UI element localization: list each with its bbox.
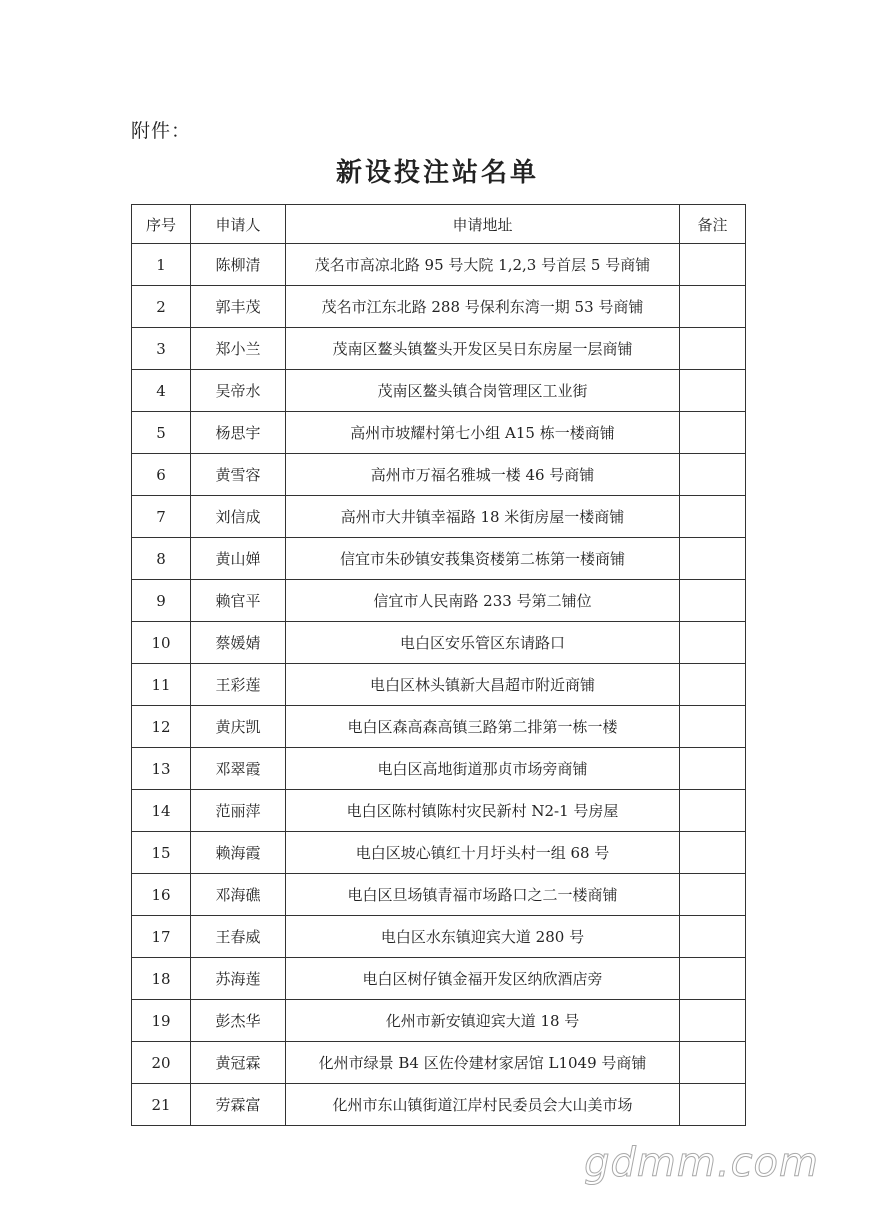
watermark: gdmm.com [584,1140,819,1186]
table-row [132,706,746,748]
table-row [132,916,746,958]
cell-applicant: 范丽萍 [191,790,286,832]
cell-remarks [680,370,746,412]
table-row [132,748,746,790]
cell-remarks [680,790,746,832]
cell-applicant: 邓翠霞 [191,748,286,790]
table-body [132,244,746,1126]
cell-address: 电白区坡心镇红十月圩头村一组 68 号 [286,832,680,874]
cell-serial-number: 7 [132,496,191,538]
attachment-label: 附件： [131,120,192,142]
table-row [132,790,746,832]
cell-remarks [680,244,746,286]
cell-applicant: 彭杰华 [191,1000,286,1042]
cell-applicant: 黄冠霖 [191,1042,286,1084]
cell-remarks [680,874,746,916]
cell-applicant: 赖官平 [191,580,286,622]
table-row [132,832,746,874]
cell-remarks [680,328,746,370]
cell-serial-number: 1 [132,244,191,286]
cell-applicant: 吴帝水 [191,370,286,412]
table-row [132,538,746,580]
cell-remarks [680,538,746,580]
station-list-table [131,204,746,1126]
table-row [132,1000,746,1042]
cell-address: 茂南区鳌头镇合岗管理区工业街 [286,370,680,412]
cell-address: 电白区陈村镇陈村灾民新村 N2-1 号房屋 [286,790,680,832]
cell-serial-number: 13 [132,748,191,790]
cell-applicant: 刘信成 [191,496,286,538]
cell-remarks [680,1042,746,1084]
table-header-row [132,205,746,244]
table-row [132,454,746,496]
cell-address: 茂名市江东北路 288 号保利东湾一期 53 号商铺 [286,286,680,328]
cell-applicant: 劳霖富 [191,1084,286,1126]
cell-remarks [680,412,746,454]
cell-address: 高州市万福名雅城一楼 46 号商铺 [286,454,680,496]
cell-applicant: 邓海礁 [191,874,286,916]
header-serial-number: 序号 [132,205,191,244]
cell-serial-number: 3 [132,328,191,370]
cell-address: 电白区森高森高镇三路第二排第一栋一楼 [286,706,680,748]
cell-applicant: 陈柳清 [191,244,286,286]
cell-serial-number: 10 [132,622,191,664]
cell-serial-number: 12 [132,706,191,748]
cell-address: 信宜市人民南路 233 号第二铺位 [286,580,680,622]
table-row [132,496,746,538]
table-row [132,664,746,706]
table-row [132,244,746,286]
cell-serial-number: 19 [132,1000,191,1042]
cell-applicant: 郭丰茂 [191,286,286,328]
cell-remarks [680,748,746,790]
cell-remarks [680,1084,746,1126]
cell-address: 电白区水东镇迎宾大道 280 号 [286,916,680,958]
cell-applicant: 黄雪容 [191,454,286,496]
table-row [132,622,746,664]
cell-serial-number: 11 [132,664,191,706]
table-row [132,412,746,454]
cell-address: 茂南区鳌头镇鳌头开发区吴日东房屋一层商铺 [286,328,680,370]
document-title: 新设投注站名单 [335,158,539,188]
cell-address: 电白区旦场镇青福市场路口之二一楼商铺 [286,874,680,916]
cell-remarks [680,580,746,622]
cell-applicant: 郑小兰 [191,328,286,370]
cell-applicant: 杨思宇 [191,412,286,454]
cell-address: 化州市新安镇迎宾大道 18 号 [286,1000,680,1042]
cell-address: 化州市东山镇街道江岸村民委员会大山美市场 [286,1084,680,1126]
cell-serial-number: 21 [132,1084,191,1126]
cell-address: 茂名市高凉北路 95 号大院 1,2,3 号首层 5 号商铺 [286,244,680,286]
cell-remarks [680,706,746,748]
cell-serial-number: 4 [132,370,191,412]
cell-remarks [680,454,746,496]
cell-serial-number: 14 [132,790,191,832]
cell-address: 电白区安乐管区东请路口 [286,622,680,664]
cell-serial-number: 15 [132,832,191,874]
cell-serial-number: 6 [132,454,191,496]
cell-serial-number: 2 [132,286,191,328]
table-row [132,1042,746,1084]
cell-applicant: 黄山婵 [191,538,286,580]
cell-remarks [680,832,746,874]
table-row [132,580,746,622]
table-row [132,286,746,328]
cell-serial-number: 20 [132,1042,191,1084]
cell-applicant: 蔡媛婧 [191,622,286,664]
cell-remarks [680,622,746,664]
cell-serial-number: 9 [132,580,191,622]
table-row [132,874,746,916]
cell-remarks [680,916,746,958]
header-address: 申请地址 [286,205,680,244]
table-row [132,370,746,412]
cell-applicant: 赖海霞 [191,832,286,874]
table-row [132,328,746,370]
cell-address: 信宜市朱砂镇安莪集资楼第二栋第一楼商铺 [286,538,680,580]
cell-address: 电白区树仔镇金福开发区纳欣酒店旁 [286,958,680,1000]
cell-serial-number: 17 [132,916,191,958]
header-applicant: 申请人 [191,205,286,244]
cell-remarks [680,1000,746,1042]
cell-remarks [680,958,746,1000]
cell-serial-number: 8 [132,538,191,580]
cell-address: 电白区高地街道那贞市场旁商铺 [286,748,680,790]
cell-address: 电白区林头镇新大昌超市附近商铺 [286,664,680,706]
table-row [132,958,746,1000]
header-remarks: 备注 [680,205,746,244]
cell-remarks [680,496,746,538]
cell-applicant: 王彩莲 [191,664,286,706]
table-row [132,1084,746,1126]
cell-applicant: 黄庆凯 [191,706,286,748]
cell-serial-number: 5 [132,412,191,454]
cell-address: 高州市坡耀村第七小组 A15 栋一楼商铺 [286,412,680,454]
cell-address: 高州市大井镇幸福路 18 米街房屋一楼商铺 [286,496,680,538]
cell-applicant: 王春威 [191,916,286,958]
cell-remarks [680,664,746,706]
cell-applicant: 苏海莲 [191,958,286,1000]
cell-serial-number: 16 [132,874,191,916]
cell-serial-number: 18 [132,958,191,1000]
cell-address: 化州市绿景 B4 区佐伶建材家居馆 L1049 号商铺 [286,1042,680,1084]
cell-remarks [680,286,746,328]
